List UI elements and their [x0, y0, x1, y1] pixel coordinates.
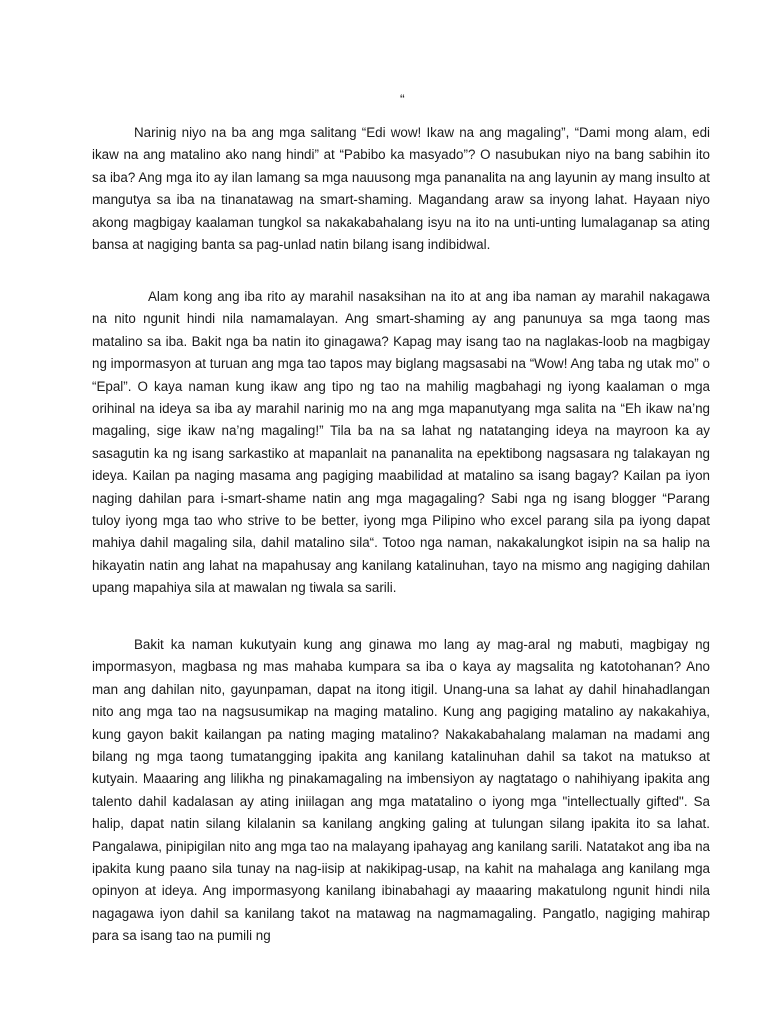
paragraph-smart-shaming-explained: Alam kong ang iba rito ay marahil nasaksihan na ito at ang iba naman ay marahil nakagawa na nito ngunit hindi nila namamalayan. Ang smart-shaming ay ang panunuya sa mga taong mas matalino sa iba. Bakit nga ba natin ito ginagawa? Kapag may isang tao na naglakas-loob na magbigay ng impormasyon at turuan ang mga tao tapos may biglang magsasabi na “Wow! Ang taba ng utak mo” o “Epal”. O kaya naman kung ikaw ang tipo ng tao na mahilig magbahagi ng iyong kaalaman o mga orihinal na ideya sa iba ay marahil narinig mo na ang mga mapanutyang mga salita na “Eh ikaw na’ng magaling, sige ikaw na’ng magaling!” Tila ba na sa lahat ng natatanging ideya na mayroon ka ay sasagutin ka ng isang sarkastiko at mapanlait na pananalita na epektibong nagsasara ng talakayan ng ideya. Kailan pa naging masama ang pagiging maabilidad at matalino sa isang bagay? Kailan pa iyon naging dahilan para i-smart-shame natin ang mga magagaling? Sabi nga ng isang blogger “Parang tuloy iyong mga tao who strive to be better, iyong mga Pilipino who excel parang sila pa iyong dapat mahiya dahil magaling sila, dahil matalino sila“. Totoo nga naman, nakakalungkot isipin na sa halip na hikayatin natin ang lahat na mapahusay ang kanilang katalinuhan, tayo na mismo ang nagiging dahilan upang mapahiya sila at mawalan ng tiwala sa sarili.	[92, 289, 710, 596]
opening-quote-mark: “	[400, 91, 405, 107]
paragraph-reasons-to-stop: Bakit ka naman kukutyain kung ang ginawa mo lang ay mag-aral ng mabuti, magbigay ng impormasyon, magbasa ng mas mahaba kumpara sa iba o kaya ay magsalita ng katotohanan? Ano man ang dahilan nito, gayunpaman, dapat na itong itigil. Unang-una sa lahat ay dahil hinahadlangan nito ang mga tao na nagsusumikap na maging matalino. Kung ang pagiging matalino ay nakakahiya, kung gayon bakit kailangan pa nating maging matalino? Nakakabahalang malaman na madami ang bilang ng mga taong tumatangging ipakita ang kanilang katalinuhan dahil sa takot na matukso at kutyain. Maaaring ang lilikha ng pinakamagaling na imbensiyon ay nagtatago o nahihiyang ipakita ang talento dahil kadalasan ay ating iniilagan ang mga matatalino o iyong mga "intellectually gifted". Sa halip, dapat natin silang kilalanin sa kanilang angking galing at tulungan silang ipakita ito sa lahat. Pangalawa, pinipigilan nito ang mga tao na malayang ipahayag ang kanilang sarili. Natatakot ang iba na ipakita kung paano sila tunay na nag-iisip at nakikipag-usap, na kahit na mahalaga ang kanilang mga opinyon at ideya. Ang impormasyong kanilang ibinabahagi ay maaaring makatulong ngunit hindi nila nagagawa iyon dahil sa kanilang takot na matawag na nagmamagaling. Pangatlo, nagiging mahirap para sa isang tao na pumili ng	[92, 637, 710, 944]
paragraph-intro: Narinig niyo na ba ang mga salitang “Edi wow! Ikaw na ang magaling”, “Dami mong alam, edi ikaw na ang matalino ako nang hindi” at “Pabibo ka masyado”? O nasubukan niyo na bang sabihin ito sa iba? Ang mga ito ay ilan lamang sa mga nauusong mga pananalita na ang layunin ay mang insulto at mangutya sa iba na tinanatawag na smart-shaming. Magandang araw sa inyong lahat. Hayaan niyo akong magbigay kaalaman tungkol sa nakakabahalang isyu na ito na unti-unting lumalaganap sa ating bansa at nagiging banta sa pag-unlad natin bilang isang indibidwal.	[92, 125, 710, 253]
